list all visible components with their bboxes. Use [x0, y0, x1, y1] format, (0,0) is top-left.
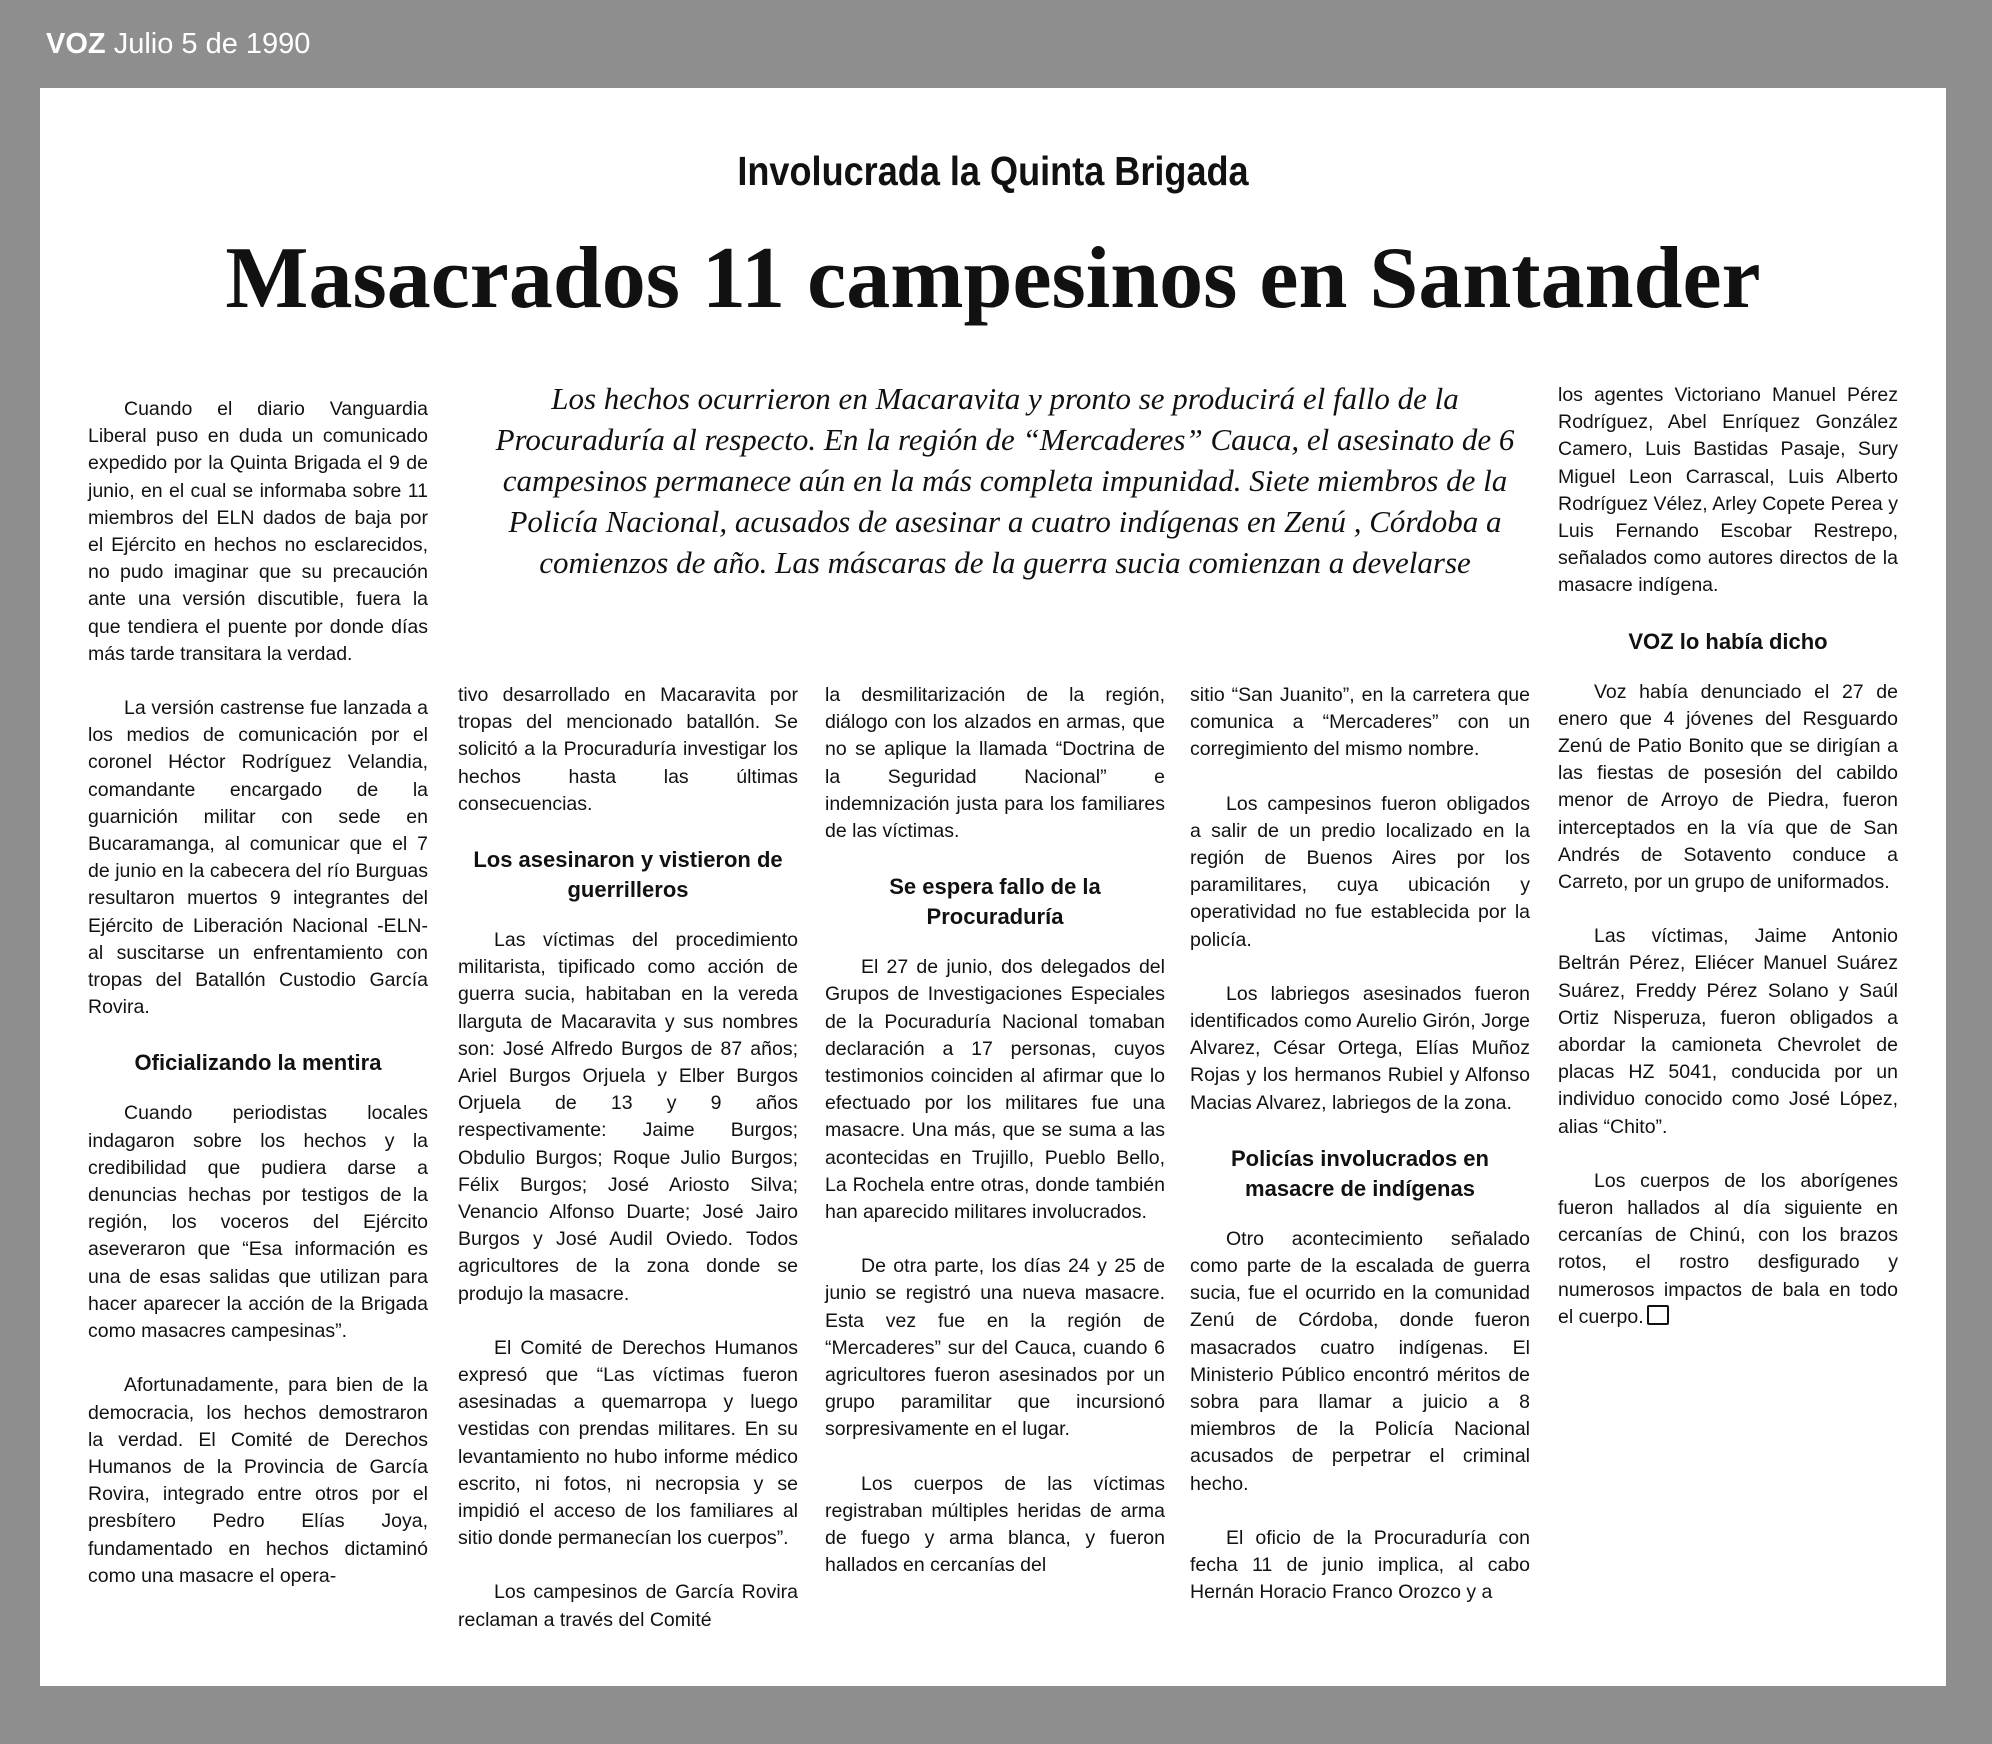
paragraph: los agentes Victoriano Manuel Pérez Rodríguez, Abel Enríquez González Camero, Luis Bastidas Pasaje, Sury Miguel Leon Carrascal, Luis Alberto Rodríguez Vélez, Arley Copete Perea y Luis Fernando Escobar Restrepo, señalados como autores directos de la masacre indígena.	[1558, 384, 1898, 597]
paragraph	[1558, 1168, 1898, 1331]
paragraph: Cuando el diario Vanguardia Liberal puso en duda un comunicado expedido por la Quinta Brigada el 9 de junio, en el cual se informaba sobre 11 miembros del ELN dados de baja por el Ejército en hechos no esclarecidos, no pudo imaginar que su precaución ante una versión discutible, fuera la que tendiera el puente por donde días más tarde transitara la verdad.	[88, 398, 428, 665]
paragraph: Voz había denunciado el 27 de enero que 4 jóvenes del Resguardo Zenú de Patio Bonito que se dirigían a las fiestas de posesión del cabildo menor de Arroyo de Piedra, fueron interceptados en la vía que de San Andrés de Sotavento conduce a Carreto, por un grupo de uniformados.	[1558, 680, 1898, 894]
paragraph: El Comité de Derechos Humanos expresó que “Las víctimas fueron asesinadas a quemarropa y luego vestidas con prendas militares. En su levantamiento no hubo informe médico escrito, ni fotos, ni necropsia y se impidió el acceso de los familiares al sitio donde permanecían los cuerpos”.	[458, 1336, 798, 1550]
end-mark-icon	[1647, 1305, 1669, 1325]
source-caption	[46, 28, 310, 61]
paragraph: Cuando periodistas locales indagaron sobre los hechos y la credibilidad que pudiera darse a denuncias hechas por testigos de la región, los voceros del Ejército aseveraron que “Esa información es una de esas salidas que utilizan para hacer aparecer la acción de la Brigada como masacres campesinas”.	[88, 1102, 428, 1343]
paragraph: tivo desarrollado en Macaravita por tropas del mencionado batallón. Se solicitó a la Procuraduría investigar los hechos hasta las últimas consecuencias.	[458, 684, 798, 815]
paragraph-text: Los cuerpos de los aborígenes fueron hallados al día siguiente en cercanías de Chinú, con los brazos rotos, el rostro desfigurado y numerosos impactos de bala en todo el cuerpo.	[1558, 1169, 1898, 1328]
source-date: Julio 5 de 1990	[113, 28, 311, 60]
subheading: Oficializando la mentira	[134, 1050, 382, 1076]
article-column-4	[1190, 682, 1530, 1633]
subheading: VOZ lo había dicho	[1628, 628, 1828, 654]
article-column-1	[88, 396, 428, 1617]
source-paper: VOZ	[46, 28, 106, 60]
paragraph: Los labriegos asesinados fueron identificados como Aurelio Girón, Jorge Alvarez, César Ortega, Elías Muñoz Rojas y los hermanos Rubiel y Alfonso Macias Alvarez, labriegos de la zona.	[1190, 982, 1530, 1114]
headline: Masacrados 11 campesinos en Santander	[225, 230, 1761, 327]
paragraph: sitio “San Juanito”, en la carretera que comunica a “Mercaderes” con un corregimiento del mismo nombre.	[1190, 684, 1530, 761]
paragraph: Los campesinos de García Rovira reclaman a través del Comité	[458, 1581, 798, 1631]
subheading: Policías involucrados en masacre de indígenas	[1231, 1145, 1489, 1201]
paragraph: Los campesinos fueron obligados a salir de un predio localizado en la región de Buenos Aires por los paramilitares, cuya ubicación y operatividad no fue establecida por la policía.	[1190, 792, 1530, 951]
newspaper-clipping	[40, 88, 1946, 1686]
paragraph: Los cuerpos de las víctimas registraban múltiples heridas de arma de fuego y arma blanca, y fueron hallados en cercanías del	[825, 1472, 1165, 1577]
article-column-5	[1558, 382, 1898, 1358]
subheading: Los asesinaron y vistieron de guerrilleros	[473, 847, 783, 903]
article-column-2	[458, 682, 798, 1661]
subheading: Se espera fallo de la Procuraduría	[889, 874, 1101, 930]
article-column-3	[825, 682, 1165, 1606]
paragraph: El 27 de junio, dos delegados del Grupos de Investigaciones Especiales de la Pocuraduría Nacional tomaban declaración a 17 personas, cuyos testimonios coinciden al afirmar que lo efectuado por los militares fue una masacre. Una más, que se suma a las acontecidas en Trujillo, Pueblo Bello, La Rochela entre otras, donde también han aparecido militares involucrados.	[825, 956, 1165, 1224]
paragraph: Afortunadamente, para bien de la democracia, los hechos demostraron la verdad. El Comité de Derechos Humanos de la Provincia de García Rovira, integrado entre otros por el presbítero Pedro Elías Joya, fundamentado en hechos dictaminó como una masacre el opera-	[88, 1374, 428, 1587]
paragraph: la desmilitarización de la región, diálogo con los alzados en armas, que no se aplique la llamada “Doctrina de la Seguridad Nacional” e indemnización justa para los familiares de las víctimas.	[825, 684, 1165, 843]
kicker: Involucrada la Quinta Brigada	[737, 148, 1249, 194]
paragraph: Las víctimas del procedimiento militarista, tipificado como acción de guerra sucia, habitaban en la vereda llarguta de Macaravita y sus nombres son: José Alfredo Burgos de 87 años; Ariel Burgos Orjuela y Elber Burgos Orjuela de 13 y 9 años respectivamente: Jaime Burgos; Obdulio Burgos; Roque Julio Burgos; Félix Burgos; José Ariosto Silva; Venancio Alfonso Duarte; José Jairo Burgos y José Audil Oviedo. Todos agricultores de la zona donde se produjo la masacre.	[458, 929, 798, 1305]
paragraph: Otro acontecimiento señalado como parte de la escalada de guerra sucia, fue el ocurrido en la comunidad Zenú de Córdoba, donde fueron masacrados cuatro indígenas. El Ministerio Público encontró méritos de sobra para llamar a juicio a 8 miembros de la Policía Nacional acusados de perpetrar el criminal hecho.	[1190, 1227, 1530, 1495]
paragraph: De otra parte, los días 24 y 25 de junio se registró una nueva masacre. Esta vez fue en la región de “Mercaderes” sur del Cauca, cuando 6 agricultores fueron asesinados por un grupo paramilitar que incursionó sorpresivamente en el lugar.	[825, 1255, 1165, 1441]
paragraph: Las víctimas, Jaime Antonio Beltrán Pérez, Eliécer Manuel Suárez Suárez, Freddy Pérez Solano y Saúl Ortiz Nisperuza, fueron obligados a abordar la camioneta Chevrolet de placas HZ 5041, conducida por un individuo conocido como José López, alias “Chito”.	[1558, 925, 1898, 1138]
deck: Los hechos ocurrieron en Macaravita y pronto se producirá el fallo de la Procuraduría al respecto. En la región de “Mercaderes” Cauca, el asesinato de 6 campesinos permanece aún en la más completa impunidad. Siete miembros de la Policía Nacional, acusados de asesinar a cuatro indígenas en Zenú , Córdoba a comienzos de año. Las máscaras de la guerra sucia comienzan a develarse	[495, 381, 1515, 580]
paragraph: El oficio de la Procuraduría con fecha 11 de junio implica, al cabo Hernán Horacio Franco Orozco y a	[1190, 1526, 1530, 1604]
paragraph: La versión castrense fue lanzada a los medios de comunicación por el coronel Héctor Rodríguez Velandia, comandante encargado de la guarnición militar con sede en Bucaramanga, al comunicar que el 7 de junio en la cabecera del río Burguas resultaron muertos 9 integrantes del Ejército de Liberación Nacional -ELN- al suscitarse un enfrentamiento con tropas del Batallón Custodio García Rovira.	[88, 697, 428, 1019]
